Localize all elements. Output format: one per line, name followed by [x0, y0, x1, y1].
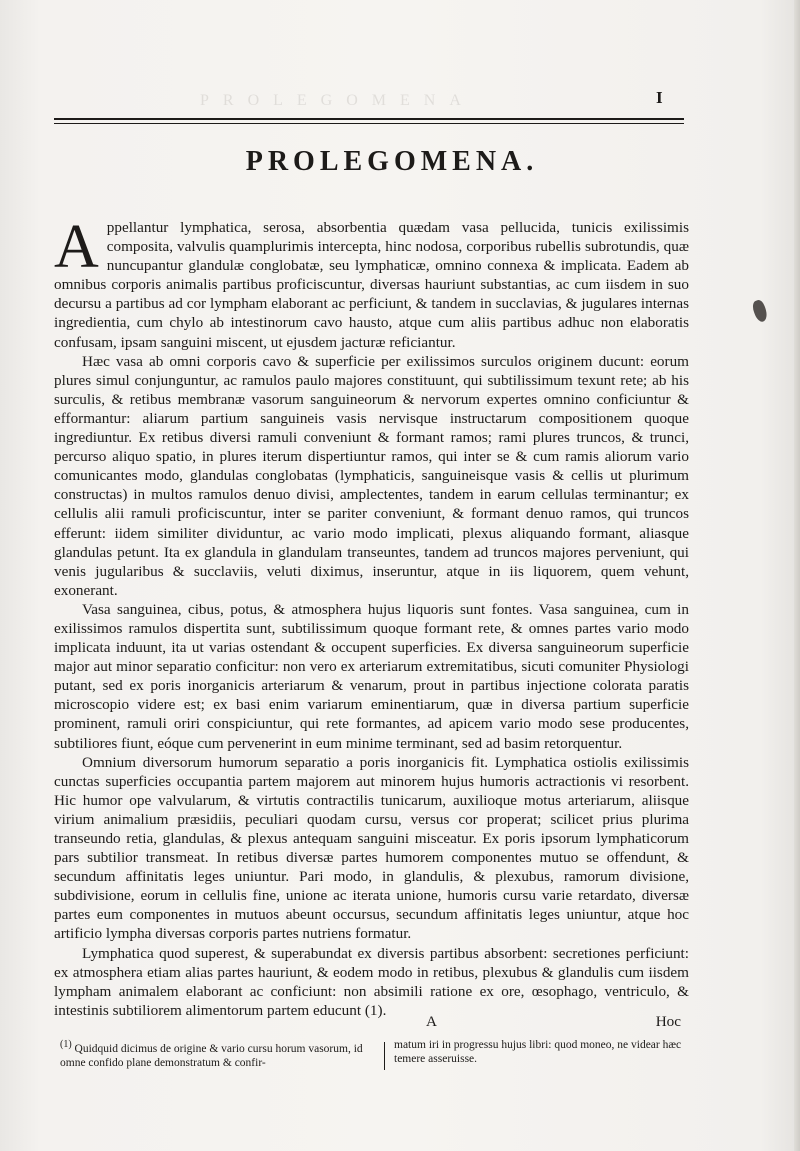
footnote-left-text: Quidquid dicimus de origine & vario cursu horum vasorum, id omne confido plane demonstratum & confir- [60, 1042, 363, 1069]
paragraph-2: Hæc vasa ab omni corporis cavo & superficie per exilissimos surculos originem ducunt: eorum plures simul conjunguntur, ac ramulos paulo majores constituunt, qui subtilissimum texunt rete; ab his surculis, & retibus membranæ vasorum sanguineorum & nervorum expertes omnino conficiuntur & efformantur: aliarum partium sanguineis vasis nervisque instructarum compositionem quoque ingrediuntur. Ex retibus diversi ramuli conveniunt & formant ramos; rami plures truncos, & trunci, percurso aliquo spatio, in plures iterum dispertiuntur ramos, qui inter se & cum ramis aliorum vario comunicantes modo, glandulas conglobatas (lymphaticis, sanguineisque vasis & cellis ut plurimum constructas) in multos ramulos denuo divisi, amplectentes, tandem in earum cellulas terminantur; ex cellulis alii ramuli proficiscuntur, inter se pariter conveniunt, & formant denuo ramos, qui truncos efferunt: iidem similiter dividuntur, ac vario modo implicati, plexus aliquando formant, aliasque glandulas petunt. Ita ex glandula in glandulam transeuntes, tandem ad truncos majores perveniunt, qui venis jugularibus & succlaviis, veluti diximus, inseruntur, atque in iis liquorem, quem vehunt, exonerant. [54, 352, 689, 599]
page-title: PROLEGOMENA. [245, 146, 539, 177]
footnote-column-divider [384, 1042, 385, 1070]
paragraph-4: Omnium diversorum humorum separatio a poris inorganicis fit. Lymphatica ostiolis exilissimis cunctas superficies occupantia partem majorem aut minorem hujus humoris actractionis vi resorbent. Hic humor ope valvularum, & virtutis contractilis tunicarum, auxilioque motus arteriarum, aliisque virium animalium præsidiis, peculiari quodam cursu, versus cor properat; scilicet prius plurima transeundo retia, glandulas, & plexus antequam sanguini misceatur. Ex poris ipsorum lymphaticorum pars subtilior transmeat. In retibus diversæ partes humorem componentes mutuo se offendunt, & secundum affinitatis leges uniuntur. Pari modo, in glandulis, & plexubus, ramorum divisione, subdivisione, eorum in cellulis fine, unione ac iterata unione, humoris cursu varie retardato, diversæ partes eum componentes in mutuos abeunt occursus, secundum affinitatis leges uniuntur, atque hoc artificio lympha diversas corporis partes nutriens formatur. [54, 753, 689, 943]
header-rule-thin [54, 123, 684, 124]
page-footer [54, 1013, 689, 1035]
signature-mark: A [426, 1013, 437, 1030]
footnote-left-column [60, 1038, 380, 1070]
body-text [54, 213, 689, 1020]
catchword: Hoc [655, 1013, 681, 1030]
page-edge [794, 0, 800, 1151]
ink-blot [751, 299, 770, 324]
footnote-marker: (1) [60, 1039, 72, 1050]
page-number: I [656, 88, 663, 107]
bleed-through-header: PROLEGOMENA [200, 92, 475, 109]
paragraph-1-text: ppellantur lymphatica, serosa, absorbentia quædam vasa pellucida, tunicis exilissimis composita, valvulis quamplurimis intercepta, hinc nodosa, corporibus rubellis subrotundis, quæ nuncupantur glandulæ conglobatæ, seu lymphaticæ, omnino connexa & implicata. Eadem ab omnibus corporis animalis partibus proficiscuntur, diversas hauriunt substantias, ac cum iisdem in suo decursu a partibus ad cor lympham elaborant ac perficiunt, & tandem in succlavias, & jugulares internas ingredientia, cum chylo ab intestinorum cavo hausto, atque cum aliis partibus adhuc non elaboratis confusam, ipsam sanguini miscent, ut ejusdem jacturæ reficiantur. [54, 219, 689, 351]
header-rule-thick [54, 118, 684, 120]
footnote-right-column: matum iri in progressu hujus libri: quod moneo, ne videar hæc temere asseruisse. [394, 1039, 682, 1065]
paragraph-1 [54, 213, 689, 352]
drop-capital: A [54, 213, 99, 281]
paragraph-5: Lymphatica quod superest, & superabundat ex diversis partibus absorbent: secretiones perficiunt: ex atmosphera etiam alias partes hauriunt, & eodem modo in retibus, plexubus & glandulis cum iisdem lympham animalem elaborant ac conficiunt: non absimili ratione ex ore, œsophago, ventriculo, & intestinis subtiliorem alimentorum partem educunt (1). [54, 944, 689, 1019]
paragraph-3: Vasa sanguinea, cibus, potus, & atmosphera hujus liquoris sunt fontes. Vasa sanguinea, cum in exilissimos ramulos dispertita sunt, subtilissimum quoque formant rete, & omnes partes vario modo implicata induunt, ita ut varias ostendant & occupent superficies. Ex diversa sanguineorum superficie major aut minor separatio conficitur: non vero ex arteriarum extremitatibus, sicuti comuniter Physiologi putant, sed ex poris inorganicis arteriarum & venarum, prout in partibus injectione colorata paratis microscopio videre est; ex basi enim variarum eminentiarum, quæ in diversa partium superficie prominent, ramuli oriri conspiciuntur, qui rete formantes, ad apicem vario modo sese producentes, subtiliores fiunt, eóque cum pervenerint in eum minime terminant, sed ad basim retorquentur. [54, 600, 689, 752]
